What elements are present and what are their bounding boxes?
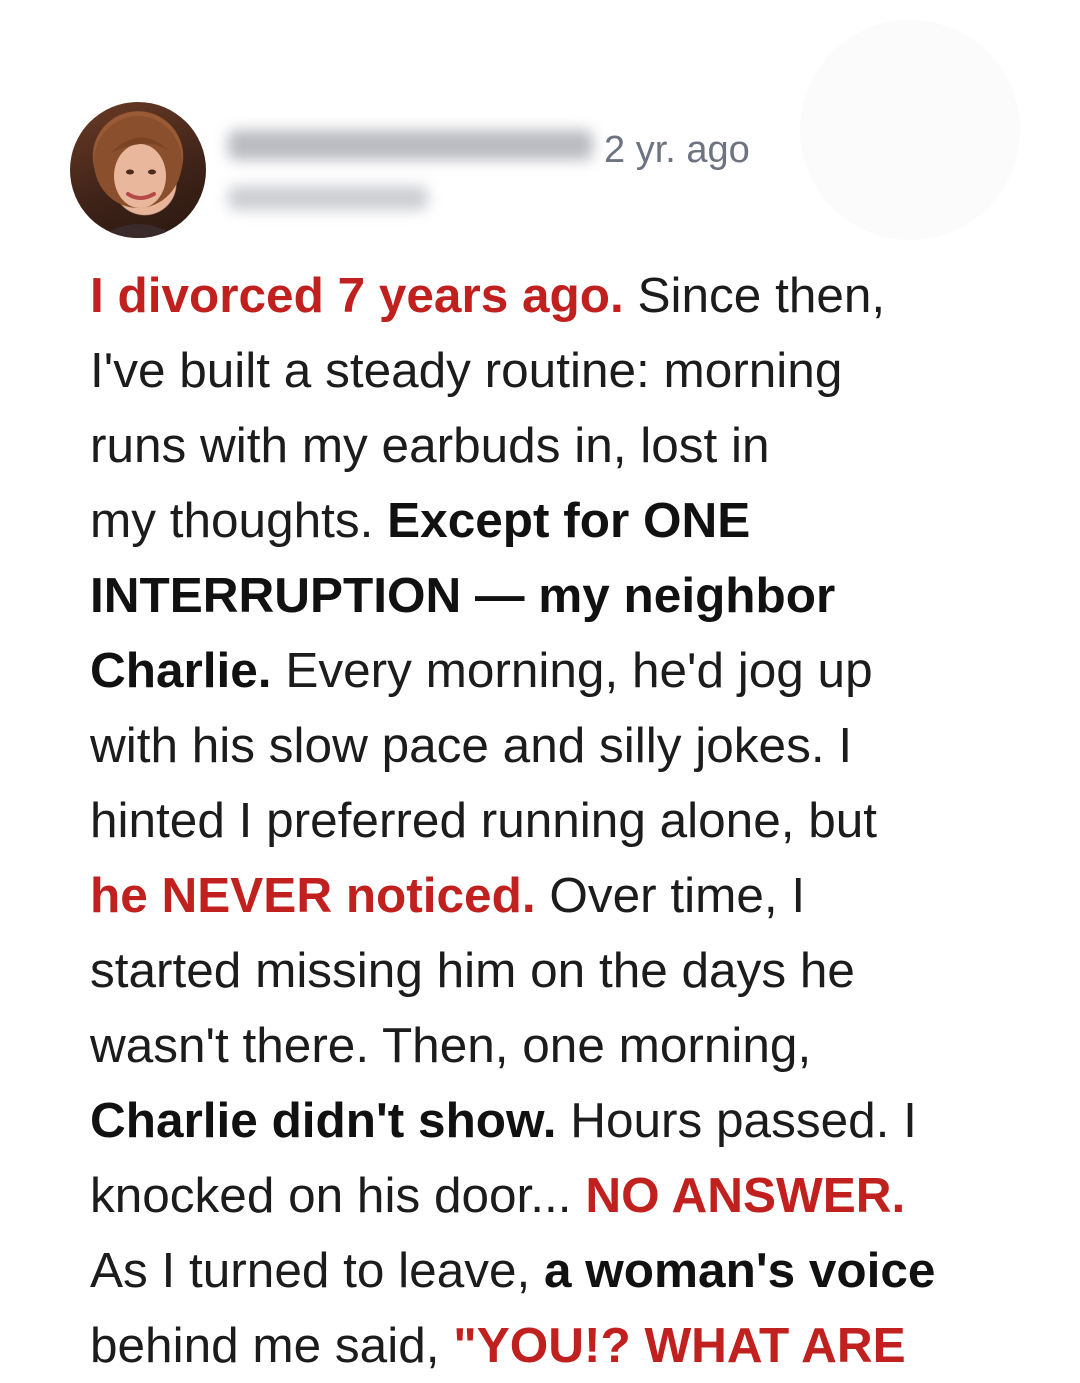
story-line: knocked on his door... NO ANSWER.: [90, 1168, 906, 1223]
story-line: runs with my earbuds in, lost in: [90, 418, 770, 473]
post-timestamp: 2 yr. ago: [604, 129, 750, 171]
story-line: my thoughts. Except for ONE: [90, 493, 751, 548]
story-line: Charlie didn't show. Hours passed. I: [90, 1093, 917, 1148]
username-redacted[interactable]: [228, 130, 593, 160]
story-line: INTERRUPTION — my neighbor: [90, 568, 836, 623]
story-line: I've built a steady routine: morning: [90, 343, 843, 398]
story-line: he NEVER noticed. Over time, I: [90, 868, 806, 923]
story-line: I divorced 7 years ago. Since then,: [90, 268, 886, 323]
story-line: Charlie. Every morning, he'd jog up: [90, 643, 873, 698]
background-circle: [800, 20, 1020, 240]
story-line: As I turned to leave, a woman's voice: [90, 1243, 936, 1298]
story-line: started missing him on the days he: [90, 943, 855, 998]
subreddit-redacted: [228, 186, 428, 210]
story-line: with his slow pace and silly jokes. I: [90, 718, 853, 773]
profile-photo-icon: [70, 102, 206, 238]
story-text: [90, 258, 1030, 1383]
story-line: behind me said, "YOU!? WHAT ARE: [90, 1318, 906, 1373]
story-line: wasn't there. Then, one morning,: [90, 1018, 812, 1073]
story-line: hinted I preferred running alone, but: [90, 793, 878, 848]
avatar[interactable]: [70, 102, 206, 238]
